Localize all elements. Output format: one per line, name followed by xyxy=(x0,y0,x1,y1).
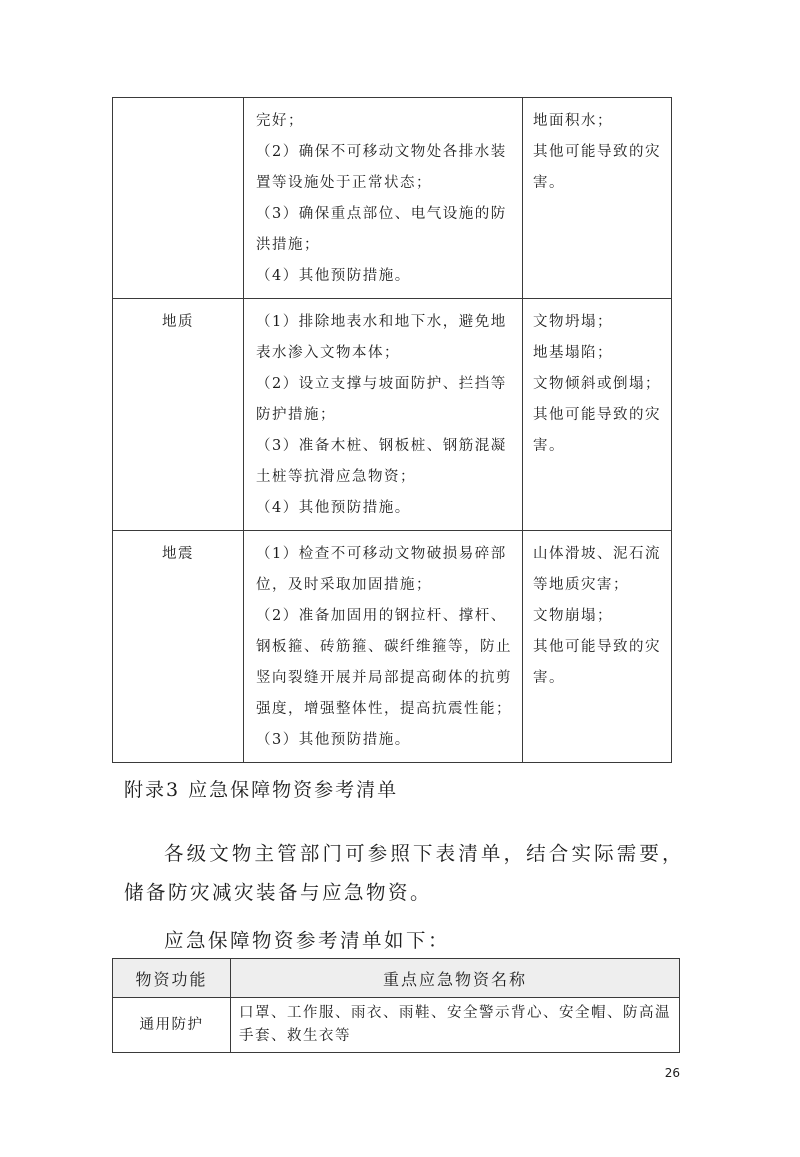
header-function: 物资功能 xyxy=(113,959,231,998)
hazard-measures-table xyxy=(112,97,672,763)
list-intro-paragraph: 应急保障物资参考清单如下： xyxy=(164,929,451,952)
measures-cell xyxy=(244,98,523,299)
measure-item: （3）准备木桩、钢板桩、钢筋混凝土桩等抗滑应急物资； xyxy=(256,438,507,485)
hazard-item: 地面积水； xyxy=(533,113,613,129)
measure-item: （2）确保不可移动文物处各排水装置等设施处于正常状态； xyxy=(256,144,507,191)
supply-items: 口罩、工作服、雨衣、雨鞋、安全警示背心、安全帽、防高温手套、救生衣等 xyxy=(231,998,680,1053)
page-number: 26 xyxy=(664,1066,680,1080)
table-row xyxy=(113,531,672,763)
measures-cell xyxy=(244,531,523,763)
measure-item: （2）准备加固用的钢拉杆、撑杆、钢板箍、砖筋箍、碳纤维箍等，防止竖向裂缝开展并局部提高砌体的抗剪强度，增强整体性，提高抗震性能； xyxy=(256,608,512,717)
appendix-heading: 附录3 应急保障物资参考清单 xyxy=(124,779,399,801)
header-items: 重点应急物资名称 xyxy=(231,959,680,998)
measure-item: （1）检查不可移动文物破损易碎部位，及时采取加固措施； xyxy=(256,546,507,593)
table-row xyxy=(113,998,680,1053)
hazards-cell xyxy=(523,98,672,299)
hazard-category: 地质 xyxy=(113,299,244,531)
table-row xyxy=(113,299,672,531)
hazard-item: 其他可能导致的灾害。 xyxy=(533,144,661,191)
supply-function: 通用防护 xyxy=(113,998,231,1053)
hazards-cell xyxy=(523,299,672,531)
hazard-category xyxy=(113,98,244,299)
measures-cell xyxy=(244,299,523,531)
hazards-cell xyxy=(523,531,672,763)
hazard-item: 其他可能导致的灾害。 xyxy=(533,407,661,454)
table-row xyxy=(113,98,672,299)
measure-item: （1）排除地表水和地下水，避免地表水渗入文物本体； xyxy=(256,314,507,361)
measure-item: （3）其他预防措施。 xyxy=(256,732,411,748)
supplies-header-row xyxy=(113,959,680,998)
intro-paragraph: 各级文物主管部门可参照下表清单，结合实际需要，储备防灾减灾装备与应急物资。 xyxy=(124,842,684,904)
measure-item: （4）其他预防措施。 xyxy=(256,500,411,516)
hazard-item: 山体滑坡、泥石流等地质灾害； xyxy=(533,546,661,593)
measure-item: （4）其他预防措施。 xyxy=(256,268,411,284)
hazard-item: 文物倾斜或倒塌； xyxy=(533,376,661,392)
measure-item: 完好； xyxy=(256,113,304,129)
hazard-item: 其他可能导致的灾害。 xyxy=(533,639,661,686)
hazard-item: 文物坍塌； xyxy=(533,314,613,330)
measure-item: （3）确保重点部位、电气设施的防洪措施； xyxy=(256,206,507,253)
hazard-category: 地震 xyxy=(113,531,244,763)
hazard-item: 文物崩塌； xyxy=(533,608,613,624)
measure-item: （2）设立支撑与坡面防护、拦挡等防护措施； xyxy=(256,376,507,423)
supplies-table xyxy=(112,958,680,1053)
hazard-item: 地基塌陷； xyxy=(533,345,613,361)
